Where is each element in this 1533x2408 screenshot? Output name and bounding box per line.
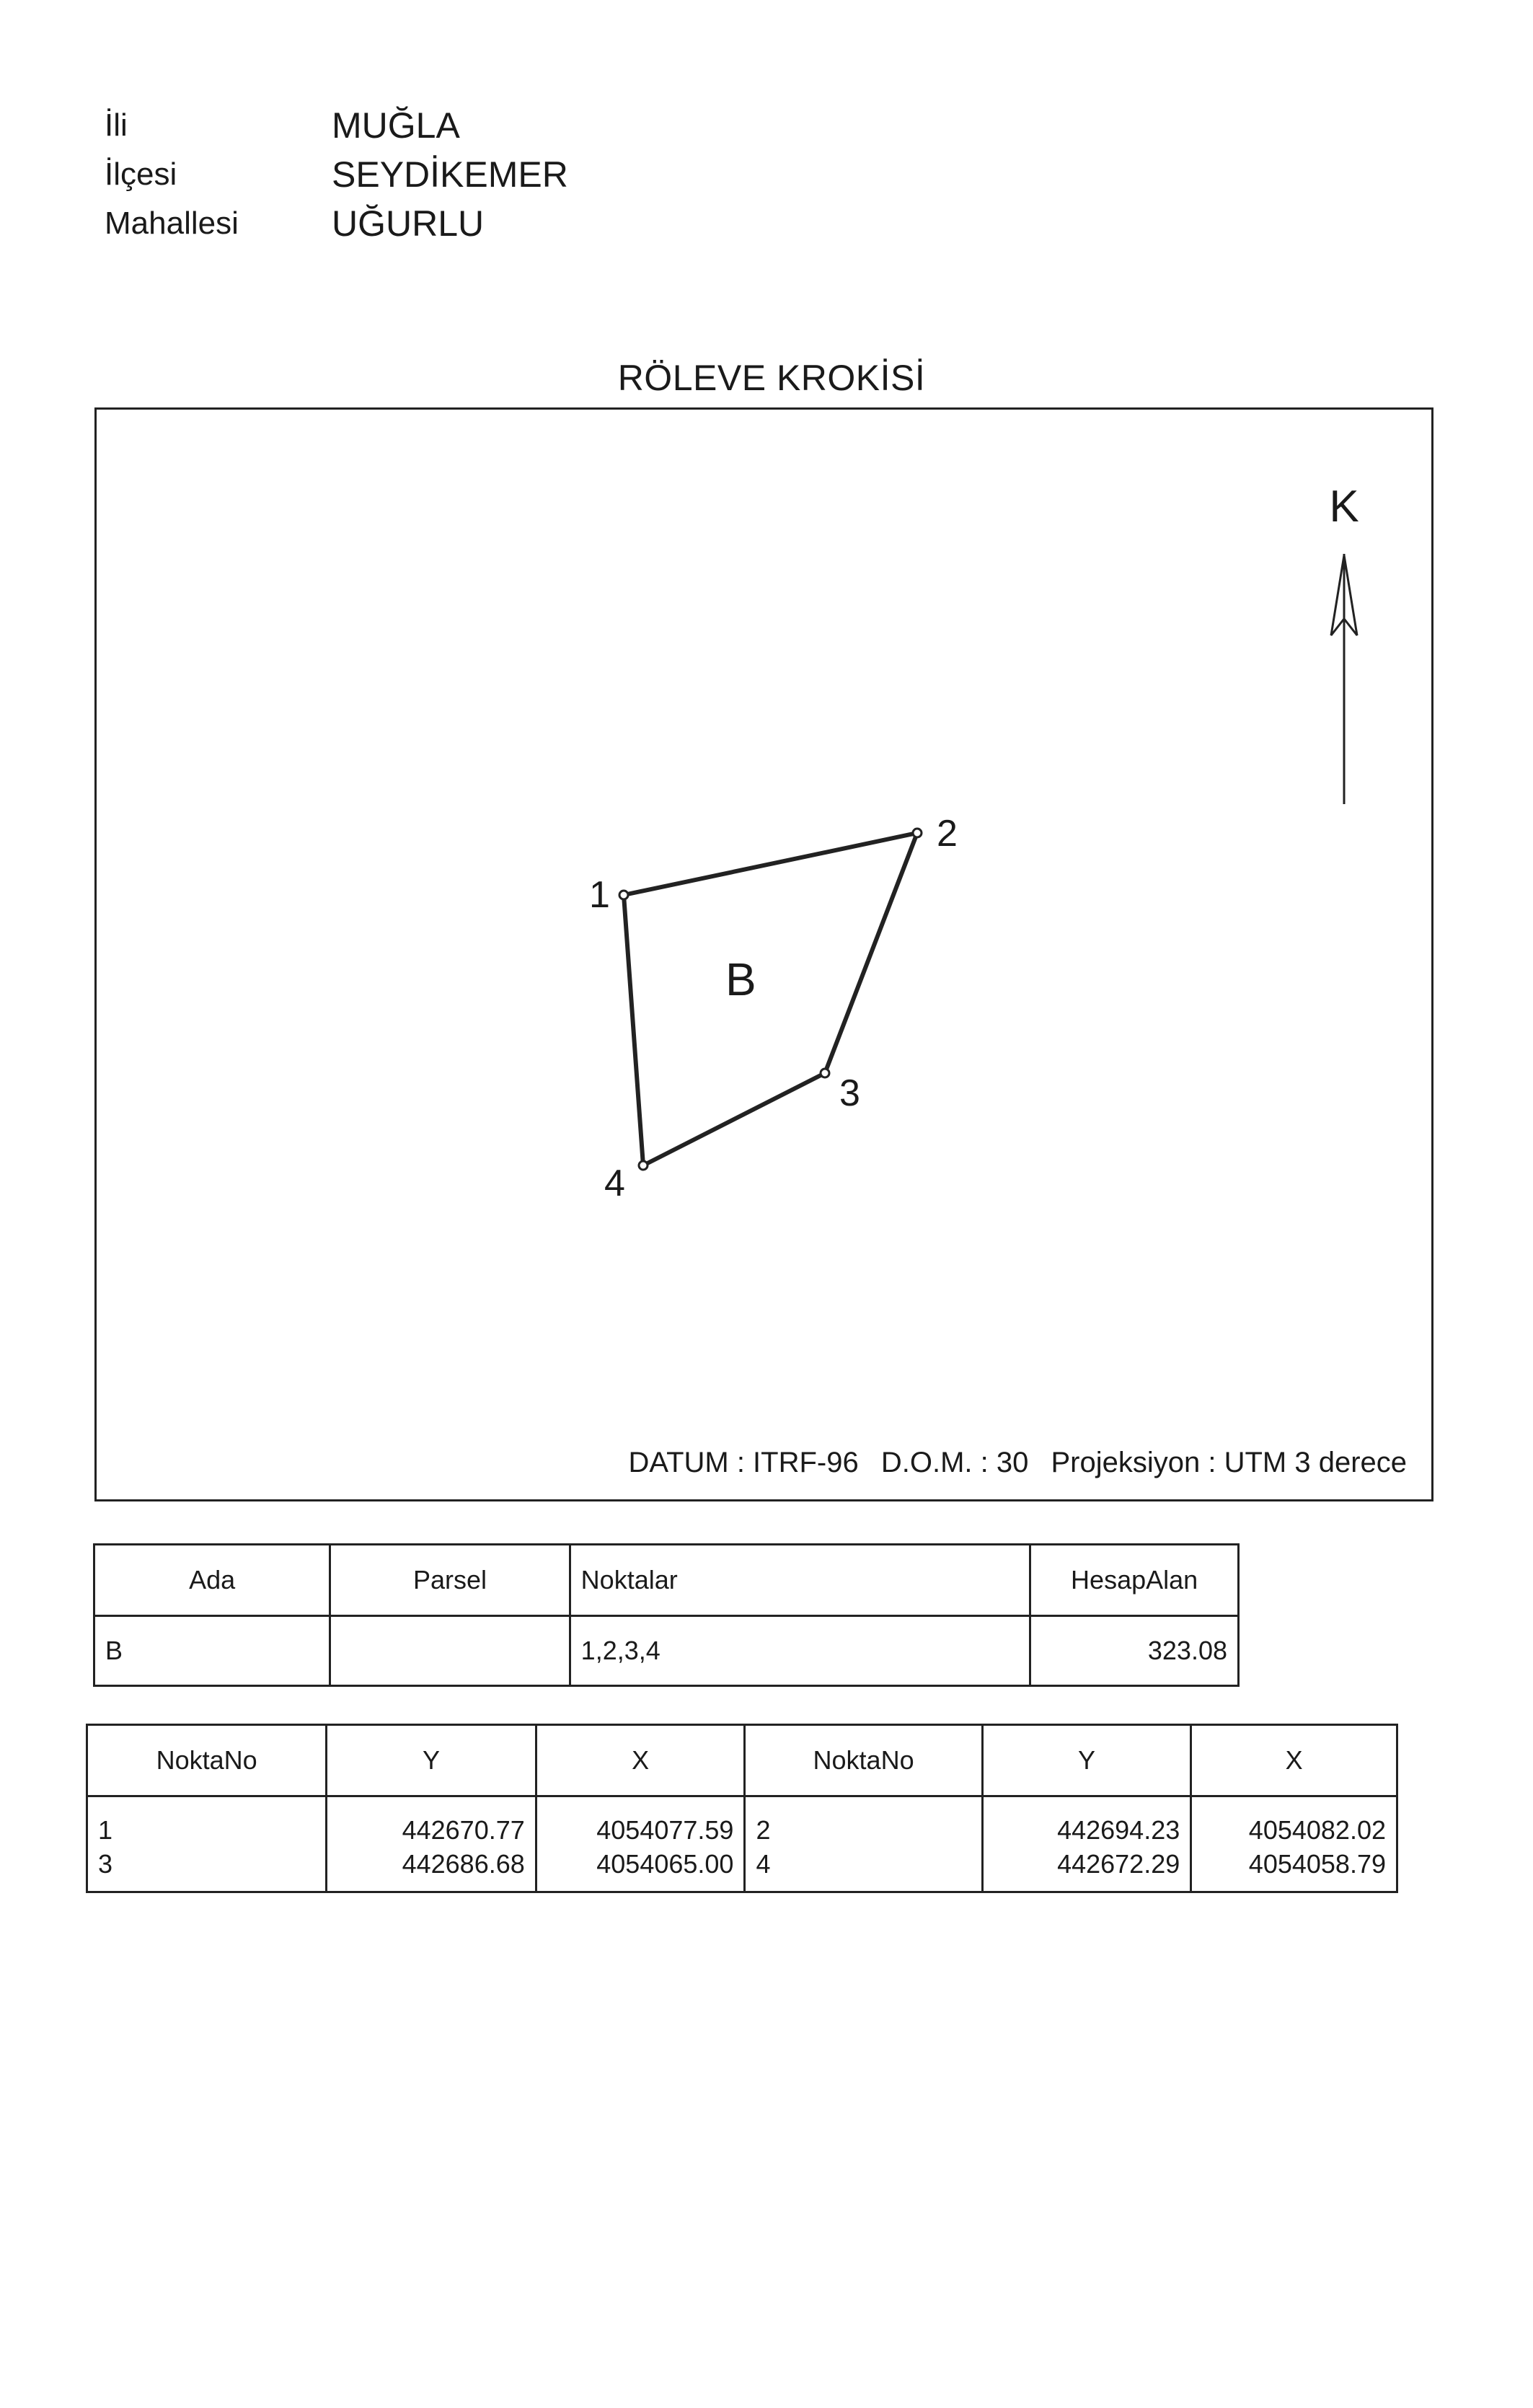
x-value: 4054082.02 [1248,1815,1386,1845]
north-label: K [1329,482,1359,532]
district-row [105,150,568,199]
point-marker-2 [913,829,922,837]
parcel-boundary [624,833,917,1165]
header-x-right: X [1191,1725,1397,1796]
cell-ada: B [94,1616,330,1686]
coordinate-table [86,1724,1398,1893]
point-no: 1 [98,1815,113,1845]
point-no: 4 [756,1849,771,1879]
nokta-no-left-cell [87,1796,327,1892]
district-label: İlçesi [105,156,177,192]
district-value: SEYDİKEMER [332,154,568,195]
point-label-4: 4 [604,1163,625,1204]
point-marker-4 [639,1161,648,1170]
location-info [105,101,568,248]
point-label-2: 2 [937,813,958,855]
header-x-left: X [536,1725,745,1796]
nokta-no-right-cell [745,1796,982,1892]
header-y-right: Y [982,1725,1191,1796]
sketch-title: RÖLEVE KROKİSİ [617,358,926,398]
parcel-table [93,1543,1240,1687]
header-nokta-no-left: NoktaNo [87,1725,327,1796]
y-value: 442672.29 [1057,1849,1180,1879]
point-label-3: 3 [839,1072,860,1114]
cell-hesap-alan: 323.08 [1030,1616,1239,1686]
y-value: 442670.77 [402,1815,525,1845]
north-arrow-icon [1331,554,1357,804]
province-row [105,101,568,150]
y-left-cell [327,1796,536,1892]
projection-info [628,1447,1407,1479]
point-marker-1 [619,891,628,899]
cell-parsel [330,1616,570,1686]
coordinate-table-header [87,1725,1397,1796]
y-right-cell [982,1796,1191,1892]
table-row [94,1616,1239,1686]
x-left-cell [536,1796,745,1892]
point-label-1: 1 [589,874,610,916]
point-no: 2 [756,1815,771,1845]
header-y-left: Y [327,1725,536,1796]
point-no: 3 [98,1849,113,1879]
boundary-points [619,829,922,1170]
header-ada: Ada [94,1545,330,1616]
y-value: 442694.23 [1057,1815,1180,1845]
province-label: İli [105,107,128,143]
x-value: 4054077.59 [596,1815,734,1845]
parcel-label: B [725,953,756,1005]
point-marker-3 [821,1069,829,1077]
neighborhood-value: UĞURLU [332,203,485,244]
neighborhood-row [105,199,568,248]
neighborhood-label: Mahallesi [105,206,239,241]
table-row [87,1796,1397,1892]
cell-noktalar: 1,2,3,4 [570,1616,1030,1686]
projection-text: Projeksiyon : UTM 3 derece [1051,1447,1407,1478]
header-hesap-alan: HesapAlan [1030,1545,1239,1616]
header-nokta-no-right: NoktaNo [745,1725,982,1796]
province-value: MUĞLA [332,105,460,146]
x-value: 4054065.00 [596,1849,734,1879]
datum-text: DATUM : ITRF-96 [628,1447,859,1478]
x-value: 4054058.79 [1248,1849,1386,1879]
x-right-cell [1191,1796,1397,1892]
sketch-drawing [97,410,1431,1499]
y-value: 442686.68 [402,1849,525,1879]
header-parsel: Parsel [330,1545,570,1616]
header-noktalar: Noktalar [570,1545,1030,1616]
sketch-frame [94,407,1433,1501]
dom-text: D.O.M. : 30 [880,1447,1029,1478]
parcel-table-header [94,1545,1239,1616]
